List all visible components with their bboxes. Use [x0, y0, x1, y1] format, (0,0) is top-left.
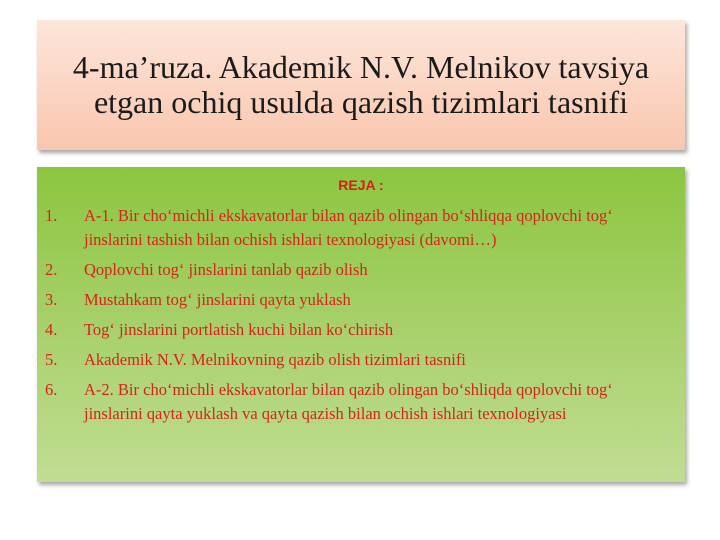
list-item-text: A-1. Bir cho‘michli ekskavatorlar bilan qazib olingan bo‘shliqqa qoplovchi tog‘ jinslarini tashish bilan ochish ishlari texnologiyasi (davomi…): [84, 206, 613, 249]
list-item: [37, 318, 685, 342]
list-item-number: 5.: [45, 350, 58, 369]
list-item: [37, 348, 685, 372]
slide-title: 4-ma’ruza. Akademik N.V. Melnikov tavsiya etgan ochiq usulda qazish tizimlari tasnifi: [72, 49, 650, 120]
title-box: [37, 20, 685, 150]
list-item: [37, 258, 685, 282]
plan-list: [37, 204, 685, 432]
list-item-number: 2.: [45, 260, 58, 279]
list-item-number: 3.: [45, 290, 58, 309]
list-item-text: Tog‘ jinslarini portlatish kuchi bilan ko‘chirish: [84, 320, 394, 339]
plan-heading: REJA :: [338, 177, 384, 193]
list-item: [37, 204, 685, 252]
list-item-number: 6.: [45, 380, 58, 399]
list-item: [37, 288, 685, 312]
list-item-text: Mustahkam tog‘ jinslarini qayta yuklash: [84, 290, 351, 309]
list-item: [37, 378, 685, 426]
list-item-text: Qoplovchi tog‘ jinslarini tanlab qazib olish: [84, 260, 368, 279]
list-item-text: A-2. Bir cho‘michli ekskavatorlar bilan qazib olingan bo‘shliqda qoplovchi tog‘ jinslarini qayta yuklash va qayta qazish bilan ochish ishlari texnologiyasi: [84, 380, 613, 423]
list-item-number: 1.: [45, 206, 58, 225]
content-box: [37, 167, 685, 482]
list-item-text: Akademik N.V. Melnikovning qazib olish tizimlari tasnifi: [84, 350, 466, 369]
list-item-number: 4.: [45, 320, 58, 339]
